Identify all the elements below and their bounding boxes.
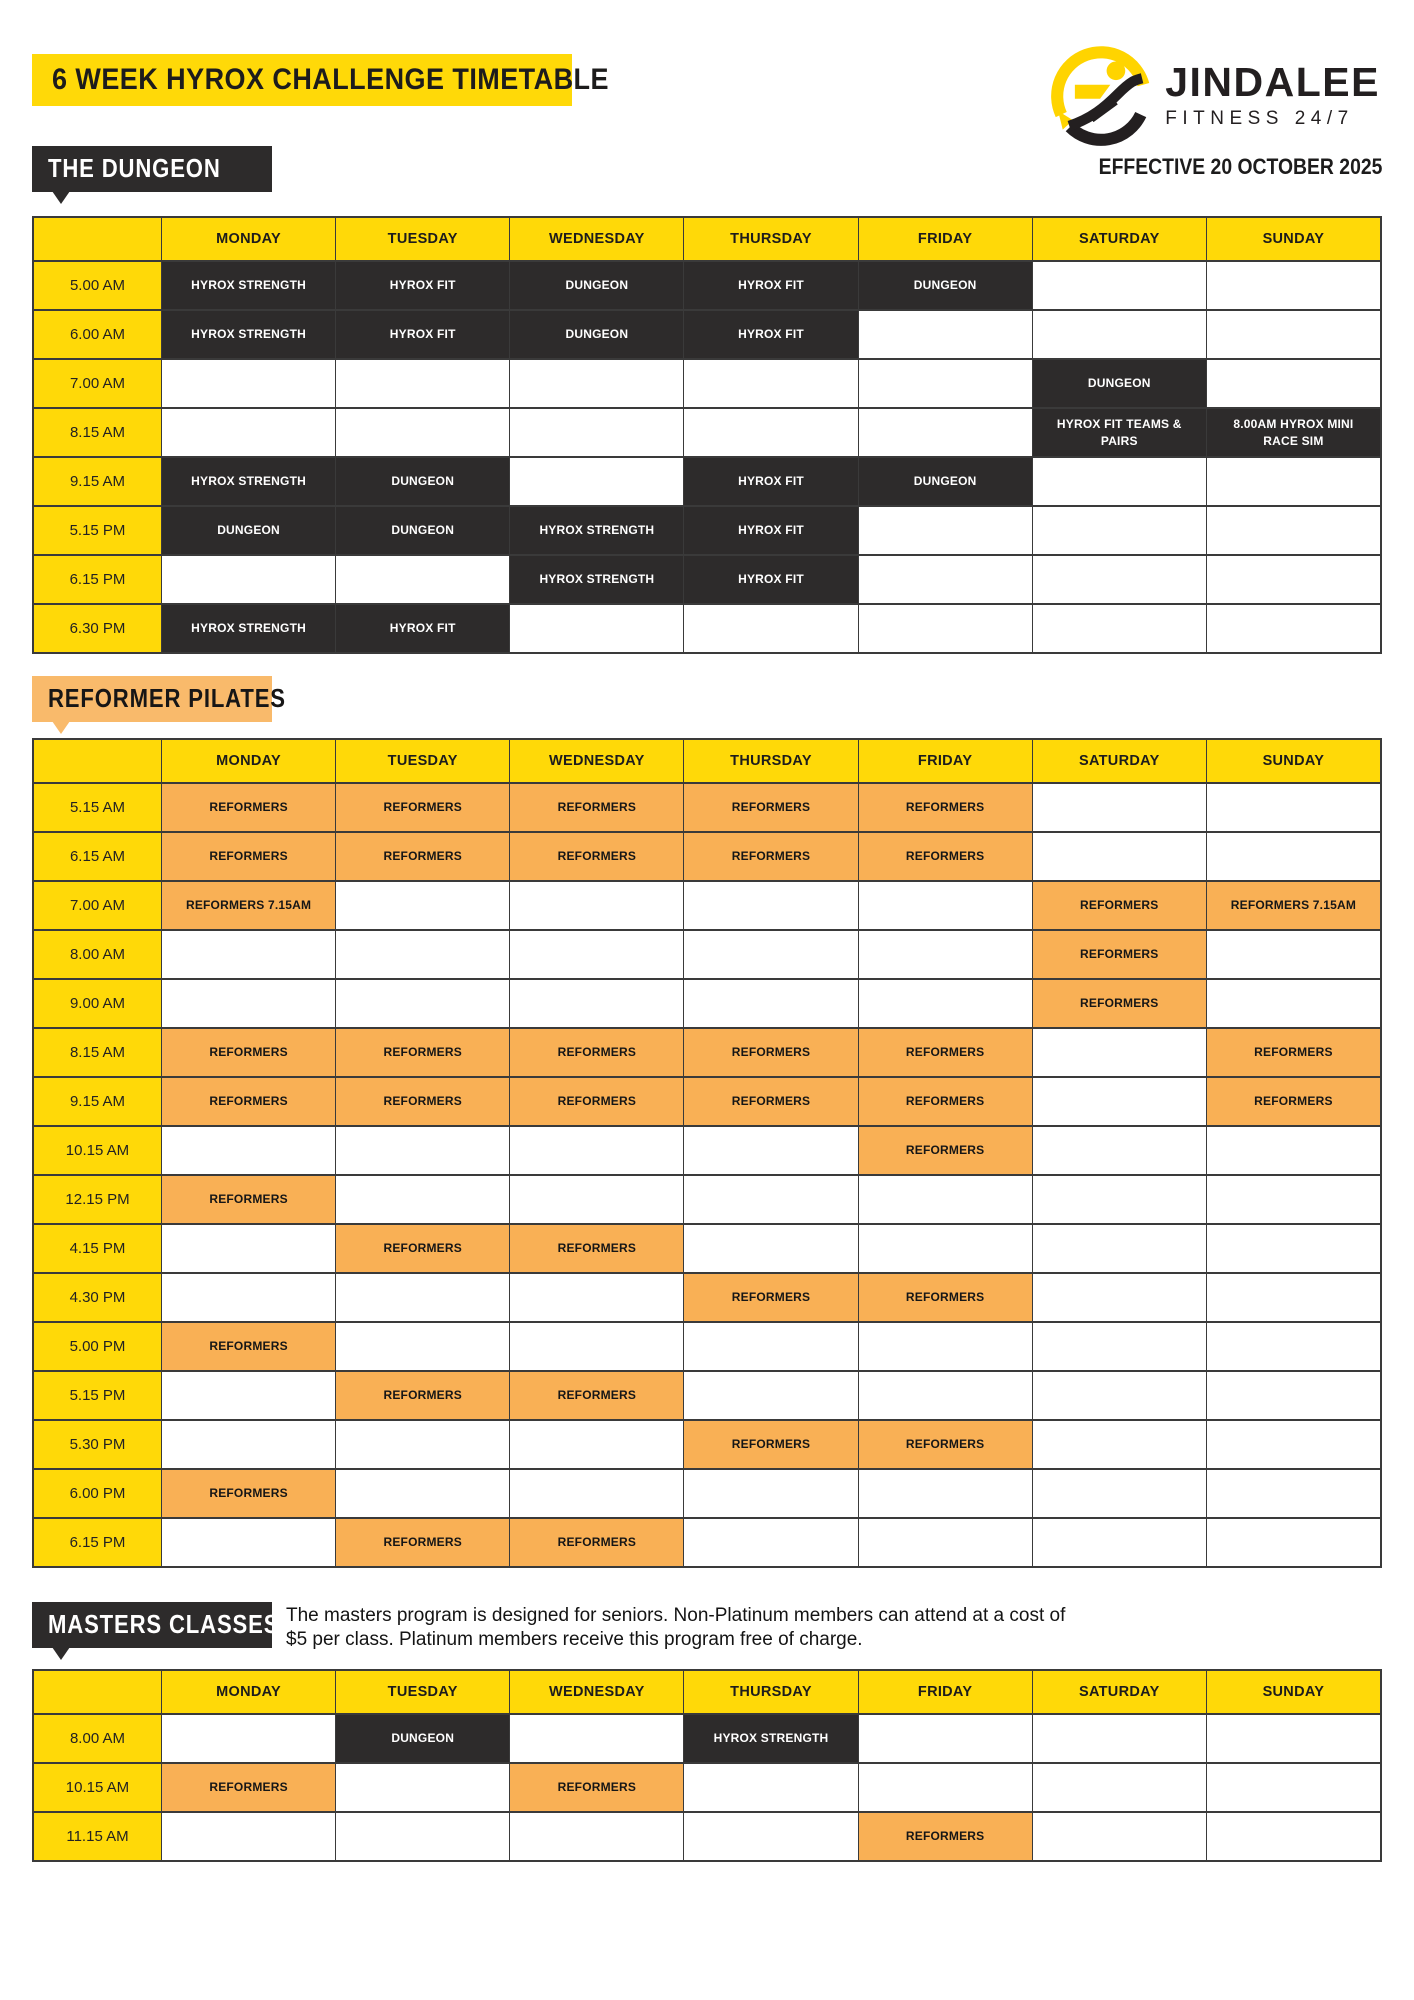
reformer-class-cell: REFORMERS [510, 784, 683, 831]
dungeon-empty-cell [1207, 262, 1380, 309]
reformer-class-cell: REFORMERS [859, 1078, 1032, 1125]
masters-day-header: SATURDAY [1033, 1671, 1206, 1713]
reformer-class-cell: REFORMERS [336, 1225, 509, 1272]
reformer-empty-cell [336, 980, 509, 1027]
dungeon-empty-cell [1033, 458, 1206, 505]
reformer-empty-cell [684, 1323, 857, 1370]
reformer-time-label: 5.15 AM [34, 784, 161, 831]
reformer-empty-cell [1207, 784, 1380, 831]
dungeon-class-cell: DUNGEON [510, 311, 683, 358]
dungeon-empty-cell [684, 605, 857, 652]
reformer-class-cell: REFORMERS [859, 1127, 1032, 1174]
reformer-empty-cell [1033, 1176, 1206, 1223]
reformer-class-cell: REFORMERS [859, 1274, 1032, 1321]
dungeon-empty-cell [510, 360, 683, 407]
runner-icon [1045, 40, 1157, 152]
reformer-class-cell: REFORMERS [859, 1421, 1032, 1468]
reformer-time-label: 4.15 PM [34, 1225, 161, 1272]
masters-day-header: WEDNESDAY [510, 1671, 683, 1713]
dungeon-empty-cell [162, 409, 335, 456]
dungeon-day-header: TUESDAY [336, 218, 509, 260]
dungeon-empty-cell [1033, 311, 1206, 358]
masters-day-header: SUNDAY [1207, 1671, 1380, 1713]
dungeon-class-cell: HYROX STRENGTH [162, 262, 335, 309]
reformer-class-cell: REFORMERS [684, 1029, 857, 1076]
reformer-empty-cell [684, 1470, 857, 1517]
reformer-time-label: 8.00 AM [34, 931, 161, 978]
reformer-empty-cell [510, 1470, 683, 1517]
dungeon-empty-cell [510, 458, 683, 505]
dungeon-class-cell: HYROX FIT [684, 507, 857, 554]
reformer-class-cell: REFORMERS [1033, 882, 1206, 929]
dungeon-class-cell: HYROX FIT [684, 262, 857, 309]
masters-empty-cell [1033, 1813, 1206, 1860]
masters-day-header: MONDAY [162, 1671, 335, 1713]
dungeon-empty-cell [510, 605, 683, 652]
reformer-corner-cell [34, 740, 161, 782]
dungeon-day-header: WEDNESDAY [510, 218, 683, 260]
reformer-time-label: 5.00 PM [34, 1323, 161, 1370]
reformer-time-label: 6.15 AM [34, 833, 161, 880]
masters-empty-cell [510, 1715, 683, 1762]
reformer-time-label: 12.15 PM [34, 1176, 161, 1223]
dungeon-class-cell: HYROX STRENGTH [162, 458, 335, 505]
reformer-empty-cell [859, 882, 1032, 929]
reformer-class-cell: REFORMERS [162, 1176, 335, 1223]
effective-date: EFFECTIVE 20 OCTOBER 2025 [1098, 154, 1382, 179]
reformer-class-cell: REFORMERS [162, 1029, 335, 1076]
reformer-timetable [32, 738, 1382, 1568]
reformer-empty-cell [510, 1176, 683, 1223]
reformer-empty-cell [684, 1176, 857, 1223]
masters-class-cell: REFORMERS [162, 1764, 335, 1811]
reformer-empty-cell [1207, 1176, 1380, 1223]
reformer-time-label: 5.30 PM [34, 1421, 161, 1468]
dungeon-empty-cell [859, 605, 1032, 652]
dungeon-time-label: 9.15 AM [34, 458, 161, 505]
reformer-class-cell: REFORMERS [162, 833, 335, 880]
reformer-class-cell: REFORMERS [336, 1029, 509, 1076]
reformer-empty-cell [162, 980, 335, 1027]
dungeon-time-label: 6.00 AM [34, 311, 161, 358]
dungeon-time-label: 5.15 PM [34, 507, 161, 554]
masters-class-cell: DUNGEON [336, 1715, 509, 1762]
reformer-empty-cell [1207, 1225, 1380, 1272]
dungeon-class-cell: DUNGEON [859, 262, 1032, 309]
reformer-empty-cell [684, 1127, 857, 1174]
logo-text [1165, 59, 1380, 130]
dungeon-class-cell: DUNGEON [336, 458, 509, 505]
dungeon-empty-cell [510, 409, 683, 456]
reformer-empty-cell [1207, 1127, 1380, 1174]
dungeon-time-label: 6.15 PM [34, 556, 161, 603]
reformer-empty-cell [162, 1225, 335, 1272]
reformer-empty-cell [1033, 1078, 1206, 1125]
reformer-day-header: THURSDAY [684, 740, 857, 782]
masters-day-header: FRIDAY [859, 1671, 1032, 1713]
reformer-empty-cell [684, 1372, 857, 1419]
dungeon-empty-cell [684, 409, 857, 456]
reformer-class-cell: REFORMERS [510, 1029, 683, 1076]
reformer-empty-cell [162, 1372, 335, 1419]
dungeon-empty-cell [336, 360, 509, 407]
reformer-empty-cell [1033, 1519, 1206, 1566]
masters-class-cell: REFORMERS [510, 1764, 683, 1811]
reformer-empty-cell [1033, 1323, 1206, 1370]
reformer-time-label: 9.15 AM [34, 1078, 161, 1125]
reformer-empty-cell [336, 1274, 509, 1321]
reformer-class-cell: REFORMERS [336, 784, 509, 831]
reformer-class-cell: REFORMERS [859, 833, 1032, 880]
reformer-empty-cell [1033, 1372, 1206, 1419]
reformer-class-cell: REFORMERS [162, 1078, 335, 1125]
reformer-empty-cell [1033, 1274, 1206, 1321]
masters-empty-cell [684, 1764, 857, 1811]
dungeon-empty-cell [1033, 262, 1206, 309]
masters-time-label: 10.15 AM [34, 1764, 161, 1811]
dungeon-class-cell: HYROX FIT [684, 311, 857, 358]
masters-empty-cell [162, 1813, 335, 1860]
dungeon-empty-cell [859, 311, 1032, 358]
reformer-empty-cell [1207, 1421, 1380, 1468]
masters-empty-cell [859, 1715, 1032, 1762]
dungeon-empty-cell [336, 409, 509, 456]
masters-empty-cell [336, 1813, 509, 1860]
dungeon-empty-cell [1033, 605, 1206, 652]
dungeon-corner-cell [34, 218, 161, 260]
reformer-empty-cell [1033, 1029, 1206, 1076]
dungeon-class-cell: DUNGEON [336, 507, 509, 554]
reformer-class-cell: REFORMERS 7.15AM [162, 882, 335, 929]
reformer-empty-cell [1207, 1470, 1380, 1517]
masters-time-label: 8.00 AM [34, 1715, 161, 1762]
dungeon-class-cell: HYROX FIT [684, 556, 857, 603]
reformer-empty-cell [1033, 1225, 1206, 1272]
masters-class-cell: REFORMERS [859, 1813, 1032, 1860]
reformer-empty-cell [859, 1372, 1032, 1419]
dungeon-class-cell: HYROX STRENGTH [510, 507, 683, 554]
reformer-empty-cell [336, 882, 509, 929]
dungeon-time-label: 6.30 PM [34, 605, 161, 652]
reformer-time-label: 7.00 AM [34, 882, 161, 929]
reformer-section-header [32, 676, 1382, 722]
dungeon-empty-cell [162, 556, 335, 603]
dungeon-empty-cell [859, 360, 1032, 407]
reformer-time-label: 8.15 AM [34, 1029, 161, 1076]
reformer-empty-cell [1033, 1127, 1206, 1174]
reformer-class-cell: REFORMERS [684, 833, 857, 880]
reformer-time-label: 10.15 AM [34, 1127, 161, 1174]
reformer-time-label: 5.15 PM [34, 1372, 161, 1419]
dungeon-class-cell: HYROX FIT [336, 605, 509, 652]
dungeon-empty-cell [1207, 556, 1380, 603]
page-title-text: 6 WEEK HYROX CHALLENGE TIMETABLE [52, 63, 609, 96]
reformer-day-header: SUNDAY [1207, 740, 1380, 782]
reformer-badge [32, 676, 286, 722]
dungeon-empty-cell [336, 556, 509, 603]
reformer-day-header: SATURDAY [1033, 740, 1206, 782]
masters-empty-cell [1207, 1715, 1380, 1762]
reformer-empty-cell [859, 1323, 1032, 1370]
reformer-class-cell: REFORMERS [859, 784, 1032, 831]
reformer-class-cell: REFORMERS [1033, 980, 1206, 1027]
masters-empty-cell [1033, 1764, 1206, 1811]
dungeon-day-header: SATURDAY [1033, 218, 1206, 260]
dungeon-empty-cell [1207, 507, 1380, 554]
masters-empty-cell [1207, 1764, 1380, 1811]
reformer-empty-cell [1207, 980, 1380, 1027]
dungeon-class-cell: HYROX FIT [684, 458, 857, 505]
reformer-empty-cell [1033, 833, 1206, 880]
dungeon-time-label: 8.15 AM [34, 409, 161, 456]
reformer-class-cell: REFORMERS [684, 784, 857, 831]
reformer-empty-cell [336, 931, 509, 978]
reformer-empty-cell [684, 1519, 857, 1566]
reformer-class-cell: REFORMERS [1207, 1029, 1380, 1076]
reformer-day-header: TUESDAY [336, 740, 509, 782]
masters-empty-cell [1033, 1715, 1206, 1762]
reformer-empty-cell [510, 1421, 683, 1468]
reformer-class-cell: REFORMERS [684, 1078, 857, 1125]
dungeon-empty-cell [859, 507, 1032, 554]
dungeon-class-cell: DUNGEON [162, 507, 335, 554]
reformer-empty-cell [162, 1421, 335, 1468]
dungeon-badge-label: THE DUNGEON [48, 153, 221, 183]
dungeon-class-cell: HYROX FIT TEAMS & PAIRS [1033, 409, 1206, 456]
masters-empty-cell [684, 1813, 857, 1860]
reformer-empty-cell [1033, 1421, 1206, 1468]
reformer-class-cell: REFORMERS 7.15AM [1207, 882, 1380, 929]
dungeon-class-cell: DUNGEON [859, 458, 1032, 505]
masters-corner-cell [34, 1671, 161, 1713]
reformer-day-header: WEDNESDAY [510, 740, 683, 782]
reformer-empty-cell [1207, 1274, 1380, 1321]
reformer-empty-cell [510, 1274, 683, 1321]
dungeon-empty-cell [1207, 458, 1380, 505]
reformer-class-cell: REFORMERS [684, 1421, 857, 1468]
dungeon-class-cell: DUNGEON [1033, 360, 1206, 407]
reformer-class-cell: REFORMERS [336, 1078, 509, 1125]
reformer-empty-cell [1207, 931, 1380, 978]
reformer-empty-cell [162, 931, 335, 978]
reformer-time-label: 4.30 PM [34, 1274, 161, 1321]
reformer-class-cell: REFORMERS [1033, 931, 1206, 978]
dungeon-empty-cell [1033, 507, 1206, 554]
reformer-class-cell: REFORMERS [510, 833, 683, 880]
reformer-empty-cell [1207, 1372, 1380, 1419]
reformer-empty-cell [684, 882, 857, 929]
reformer-empty-cell [162, 1274, 335, 1321]
dungeon-empty-cell [162, 360, 335, 407]
masters-empty-cell [1207, 1813, 1380, 1860]
reformer-empty-cell [162, 1519, 335, 1566]
reformer-empty-cell [859, 931, 1032, 978]
dungeon-empty-cell [1033, 556, 1206, 603]
logo-name: JINDALEE [1165, 59, 1380, 105]
reformer-day-header: MONDAY [162, 740, 335, 782]
reformer-class-cell: REFORMERS [510, 1225, 683, 1272]
masters-note: The masters program is designed for seniors. Non-Platinum members can attend at a cost of $5 per class. Platinum members receive this program free of charge. [286, 1605, 1066, 1651]
reformer-time-label: 6.00 PM [34, 1470, 161, 1517]
reformer-empty-cell [336, 1470, 509, 1517]
masters-empty-cell [162, 1715, 335, 1762]
reformer-empty-cell [162, 1127, 335, 1174]
reformer-class-cell: REFORMERS [510, 1078, 683, 1125]
reformer-class-cell: REFORMERS [1207, 1078, 1380, 1125]
dungeon-class-cell: DUNGEON [510, 262, 683, 309]
reformer-empty-cell [510, 980, 683, 1027]
dungeon-day-header: FRIDAY [859, 218, 1032, 260]
reformer-empty-cell [859, 1225, 1032, 1272]
masters-empty-cell [510, 1813, 683, 1860]
reformer-empty-cell [859, 1519, 1032, 1566]
dungeon-class-cell: 8.00AM HYROX MINI RACE SIM [1207, 409, 1380, 456]
reformer-class-cell: REFORMERS [162, 1470, 335, 1517]
reformer-badge-label: REFORMER PILATES [48, 683, 286, 713]
reformer-empty-cell [510, 1323, 683, 1370]
reformer-empty-cell [336, 1323, 509, 1370]
reformer-empty-cell [1207, 1323, 1380, 1370]
dungeon-day-header: MONDAY [162, 218, 335, 260]
reformer-empty-cell [859, 1470, 1032, 1517]
reformer-class-cell: REFORMERS [684, 1274, 857, 1321]
jindalee-logo [1045, 40, 1380, 152]
reformer-class-cell: REFORMERS [162, 784, 335, 831]
reformer-class-cell: REFORMERS [162, 1323, 335, 1370]
reformer-empty-cell [510, 1127, 683, 1174]
masters-badge [32, 1602, 280, 1648]
reformer-class-cell: REFORMERS [510, 1519, 683, 1566]
masters-day-header: THURSDAY [684, 1671, 857, 1713]
dungeon-timetable [32, 216, 1382, 654]
masters-class-cell: HYROX STRENGTH [684, 1715, 857, 1762]
reformer-class-cell: REFORMERS [336, 1519, 509, 1566]
dungeon-time-label: 7.00 AM [34, 360, 161, 407]
reformer-class-cell: REFORMERS [510, 1372, 683, 1419]
reformer-class-cell: REFORMERS [859, 1029, 1032, 1076]
masters-badge-label: MASTERS CLASSES [48, 1609, 280, 1639]
dungeon-class-cell: HYROX STRENGTH [510, 556, 683, 603]
reformer-day-header: FRIDAY [859, 740, 1032, 782]
masters-section-header [32, 1602, 1382, 1653]
reformer-empty-cell [510, 882, 683, 929]
dungeon-time-label: 5.00 AM [34, 262, 161, 309]
reformer-empty-cell [336, 1176, 509, 1223]
dungeon-empty-cell [859, 556, 1032, 603]
masters-timetable [32, 1669, 1382, 1862]
reformer-empty-cell [684, 931, 857, 978]
reformer-time-label: 9.00 AM [34, 980, 161, 1027]
dungeon-class-cell: HYROX FIT [336, 262, 509, 309]
dungeon-empty-cell [1207, 605, 1380, 652]
reformer-empty-cell [859, 1176, 1032, 1223]
masters-empty-cell [336, 1764, 509, 1811]
reformer-empty-cell [1207, 1519, 1380, 1566]
page-title [32, 54, 609, 106]
reformer-empty-cell [1207, 833, 1380, 880]
masters-empty-cell [859, 1764, 1032, 1811]
dungeon-section-header [32, 146, 1382, 192]
reformer-empty-cell [859, 980, 1032, 1027]
reformer-empty-cell [1033, 1470, 1206, 1517]
reformer-class-cell: REFORMERS [336, 1372, 509, 1419]
dungeon-empty-cell [684, 360, 857, 407]
dungeon-empty-cell [859, 409, 1032, 456]
dungeon-class-cell: HYROX STRENGTH [162, 605, 335, 652]
reformer-time-label: 6.15 PM [34, 1519, 161, 1566]
reformer-empty-cell [510, 931, 683, 978]
reformer-class-cell: REFORMERS [336, 833, 509, 880]
dungeon-class-cell: HYROX FIT [336, 311, 509, 358]
reformer-empty-cell [684, 980, 857, 1027]
reformer-empty-cell [1033, 784, 1206, 831]
reformer-empty-cell [684, 1225, 857, 1272]
logo-subtitle: FITNESS 24/7 [1165, 108, 1354, 129]
dungeon-day-header: SUNDAY [1207, 218, 1380, 260]
reformer-empty-cell [336, 1127, 509, 1174]
dungeon-empty-cell [1207, 360, 1380, 407]
masters-day-header: TUESDAY [336, 1671, 509, 1713]
dungeon-class-cell: HYROX STRENGTH [162, 311, 335, 358]
reformer-empty-cell [336, 1421, 509, 1468]
dungeon-badge [32, 146, 272, 192]
dungeon-empty-cell [1207, 311, 1380, 358]
dungeon-day-header: THURSDAY [684, 218, 857, 260]
masters-time-label: 11.15 AM [34, 1813, 161, 1860]
